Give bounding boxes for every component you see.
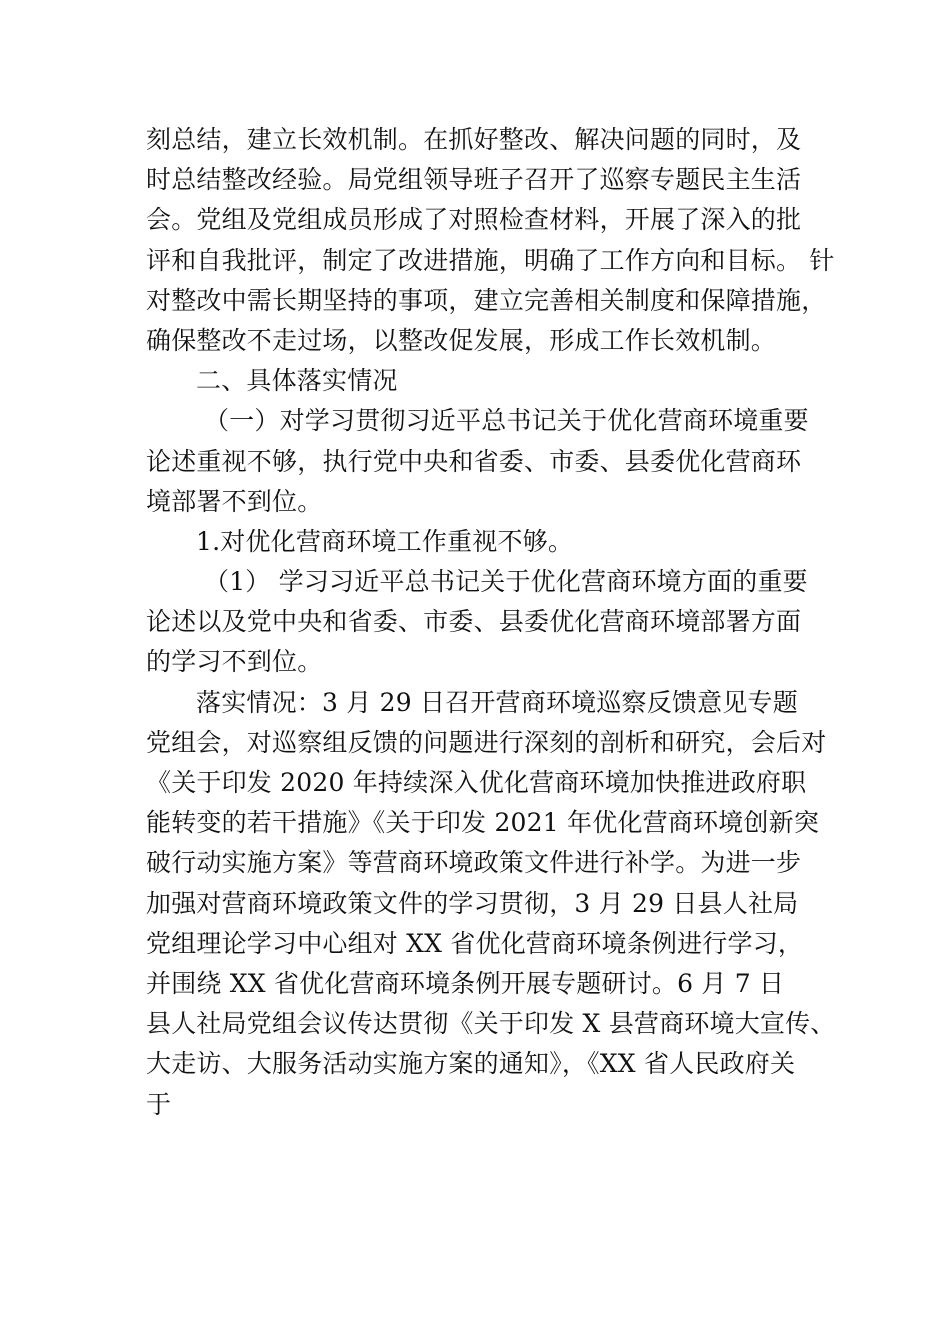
text-line: 加强对营商环境政策文件的学习贯彻，3 月 29 日县人社局 xyxy=(146,888,799,918)
text-line: 破行动实施方案》等营商环境政策文件进行补学。为进一步 xyxy=(146,848,802,878)
text-line: 评和自我批评，制定了改进措施，明确了工作方向和目标。 针 xyxy=(146,245,835,275)
text-line: 刻总结，建立长效机制。在抓好整改、解决问题的同时，及 xyxy=(146,125,802,154)
text-line: 《关于印发 2020 年持续深入优化营商环境加快推进政府职 xyxy=(146,768,807,797)
text-line: 县人社局党组会议传达贯彻《关于印发 X 县营商环境大宣传、 xyxy=(146,1009,836,1039)
item-heading: 1.对优化营商环境工作重视不够。 xyxy=(196,526,574,556)
text-line: 确保整改不走过场，以整改促发展，形成工作长效机制。 xyxy=(146,325,777,355)
text-line: 党组理论学习中心组对 XX 省优化营商环境条例进行学习， xyxy=(146,928,804,958)
text-line: 时总结整改经验。局党组领导班子召开了巡察专题民主生活 xyxy=(146,165,802,195)
text-line: 并围绕 XX 省优化营商环境条例开展专题研讨。6 月 7 日 xyxy=(146,968,785,998)
text-line: 能转变的若干措施》《关于印发 2021 年优化营商环境创新突 xyxy=(146,808,820,838)
text-line: 会。党组及党组成员形成了对照检查材料，开展了深入的批 xyxy=(146,205,802,235)
text-line: 落实情况：3 月 29 日召开营商环境巡察反馈意见专题 xyxy=(196,687,798,717)
subitem-heading: （1） 学习习近平总书记关于优化营商环境方面的重要 xyxy=(204,567,808,597)
text-line: 大走访、大服务活动实施方案的通知》，《XX 省人民政府关 xyxy=(146,1049,796,1079)
section-heading: 二、具体落实情况 xyxy=(196,366,398,396)
text-line: 党组会，对巡察组反馈的问题进行深刻的剖析和研究，会后对 xyxy=(146,727,827,757)
text-line: 论述重视不够，执行党中央和省委、市委、县委优化营商环 xyxy=(146,446,802,476)
text-line: 的学习不到位。 xyxy=(146,647,323,677)
text-line: 境部署不到位。 xyxy=(146,486,323,516)
text-line: 于 xyxy=(146,1089,172,1119)
text-line: 论述以及党中央和省委、市委、县委优化营商环境部署方面 xyxy=(146,607,802,637)
text-line: 对整改中需长期坚持的事项，建立完善相关制度和保障措施， xyxy=(146,285,827,315)
subsection-heading: （一）对学习贯彻习近平总书记关于优化营商环境重要 xyxy=(204,406,809,436)
body-text xyxy=(146,120,836,1125)
